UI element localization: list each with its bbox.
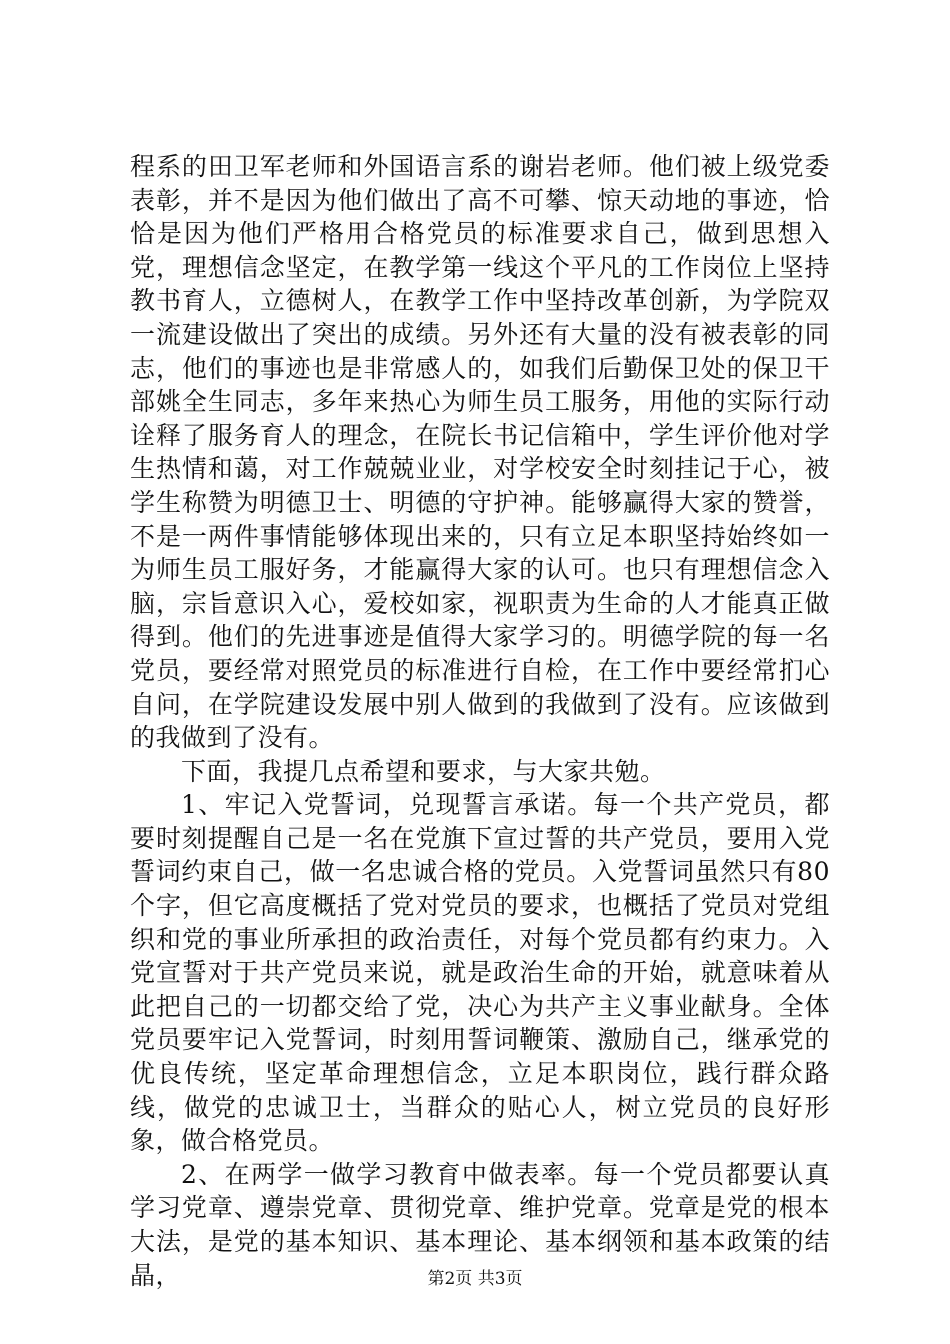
paragraph-point-2: 2、在两学一做学习教育中做表率。每一个党员都要认真学习党章、遵崇党章、贯彻党章、维护党章。党章是党的根本大法，是党的基本知识、基本理论、基本纲领和基本政策的结晶， [130,1159,830,1290]
paragraph-point-1: 1、牢记入党誓词，兑现誓言承诺。每一个共产党员，都要时刻提醒自己是一名在党旗下宣过誓的共产党员，要用入党誓词约束自己，做一名忠诚合格的党员。入党誓词虽然只有80个字，但它高度概括了党对党员的要求，也概括了党员对党组织和党的事业所承担的政治责任，对每个党员都有约束力。入党宣誓对于共产党员来说，就是政治生命的开始，就意味着从此把自己的一切都交给了党，决心为共产主义事业献身。全体党员要牢记入党誓词，时刻用誓词鞭策、激励自己，继承党的优良传统，坚定革命理想信念，立足本职岗位，践行群众路线，做党的忠诚卫士，当群众的贴心人，树立党员的良好形象，做合格党员。 [130,790,830,1156]
document-body [130,150,830,1292]
paragraph-continuation: 程系的田卫军老师和外国语言系的谢岩老师。他们被上级党委表彰，并不是因为他们做出了高不可攀、惊天动地的事迹，恰恰是因为他们严格用合格党员的标准要求自己，做到思想入党，理想信念坚定，在教学第一线这个平凡的工作岗位上坚持教书育人，立德树人，在教学工作中坚持改革创新，为学院双一流建设做出了突出的成绩。另外还有大量的没有被表彰的同志，他们的事迹也是非常感人的，如我们后勤保卫处的保卫干部姚全生同志，多年来热心为师生员工服务，用他的实际行动诠释了服务育人的理念，在院长书记信箱中，学生评价他对学生热情和蔼，对工作兢兢业业，对学校安全时刻挂记于心，被学生称赞为明德卫士、明德的守护神。能够赢得大家的赞誉，不是一两件事情能够体现出来的，只有立足本职坚持始终如一为师生员工服好务，才能赢得大家的认可。也只有理想信念入脑，宗旨意识入心，爱校如家，视职责为生命的人才能真正做得到。他们的先进事迹是值得大家学习的。明德学院的每一名党员，要经常对照党员的标准进行自检，在工作中要经常扪心自问，在学院建设发展中别人做到的我做到了没有。应该做到的我做到了没有。 [130,152,830,753]
paragraph-intro: 下面，我提几点希望和要求，与大家共勉。 [181,756,666,786]
page-footer: 第2页 共3页 [427,1269,523,1289]
